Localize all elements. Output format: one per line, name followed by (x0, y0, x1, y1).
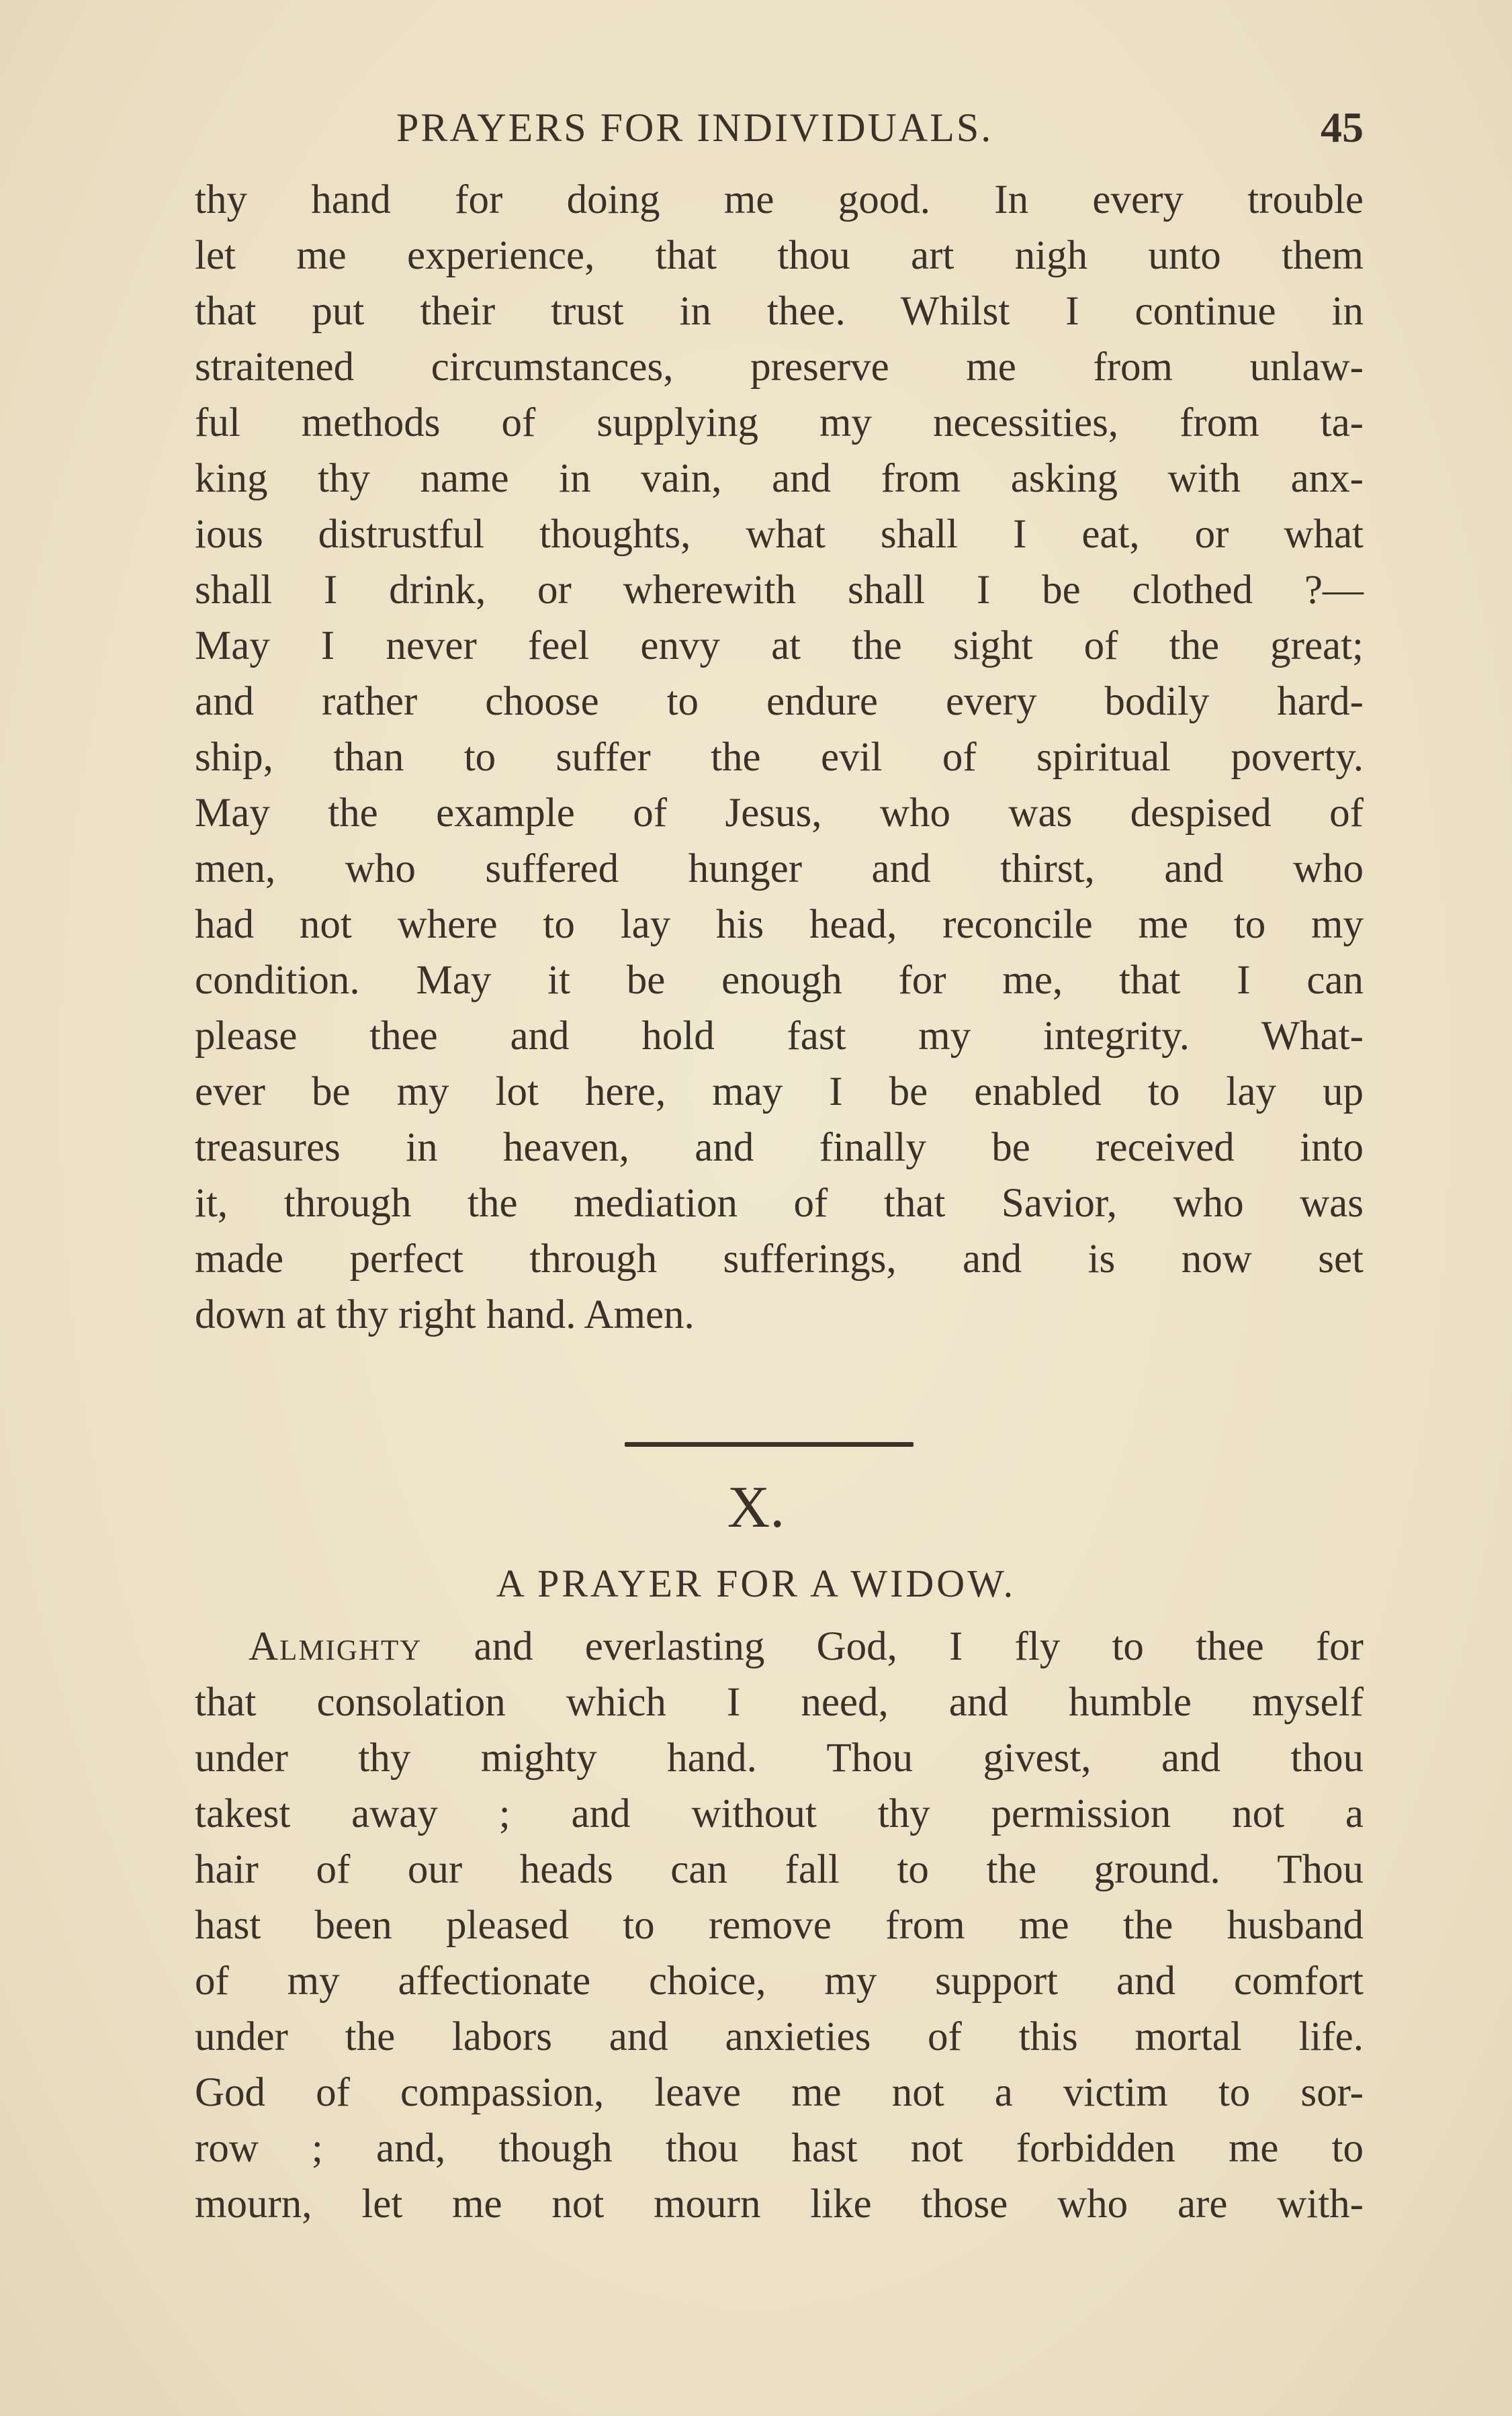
text-line: mourn, let me not mourn like those who are with- (195, 2182, 1364, 2227)
text-line: made perfect through sufferings, and is now set (195, 1237, 1364, 1282)
text-line: and rather choose to endure every bodily hard- (195, 679, 1364, 724)
text-line: please thee and hold fast my integrity. What- (195, 1014, 1364, 1059)
text-line: down at thy right hand. Amen. (195, 1292, 695, 1337)
text-line: May the example of Jesus, who was despised of (195, 791, 1364, 836)
text-line: ious distrustful thoughts, what shall I eat, or what (195, 512, 1364, 557)
text-line-first (249, 1620, 1364, 1674)
text-line: takest away ; and without thy permission not a (195, 1791, 1364, 1836)
text-line: thy hand for doing me good. In every trouble (195, 177, 1364, 222)
text-line: ever be my lot here, may I be enabled to lay up (195, 1069, 1364, 1114)
text-line: ful methods of supplying my necessities, from ta- (195, 400, 1364, 445)
text-line: row ; and, though thou hast not forbidden me to (195, 2126, 1364, 2171)
running-head (195, 101, 1364, 154)
text-line: of my affectionate choice, my support and comfort (195, 1959, 1364, 2004)
text-line: May I never feel envy at the sight of the great; (195, 623, 1364, 668)
text-line: that consolation which I need, and humble myself (195, 1680, 1364, 1725)
text-line: hair of our heads can fall to the ground. Thou (195, 1847, 1364, 1892)
section-divider (625, 1442, 914, 1447)
page-number: 45 (1321, 103, 1364, 151)
text-line: shall I drink, or wherewith shall I be clothed ?— (195, 568, 1364, 613)
text-line: God of compassion, leave me not a victim to sor- (195, 2070, 1364, 2115)
text-line: let me experience, that thou art nigh unto them (195, 233, 1364, 278)
text-line: under thy mighty hand. Thou givest, and thou (195, 1736, 1364, 1781)
drop-word: Almighty (249, 1624, 423, 1669)
text-line: condition. May it be enough for me, that I can (195, 958, 1364, 1003)
first-line-rest: and everlasting God, I fly to thee for (422, 1624, 1364, 1669)
text-line: under the labors and anxieties of this mortal life. (195, 2014, 1364, 2059)
text-line: that put their trust in thee. Whilst I continue in (195, 289, 1364, 334)
section-title: A PRAYER FOR A WIDOW. (496, 1562, 1016, 1605)
text-line: it, through the mediation of that Savior, who was (195, 1181, 1364, 1226)
text-line: straitened circumstances, preserve me from unlaw- (195, 345, 1364, 390)
text-line: king thy name in vain, and from asking with anx- (195, 456, 1364, 501)
text-line: men, who suffered hunger and thirst, and who (195, 846, 1364, 891)
text-line: had not where to lay his head, reconcile me to my (195, 902, 1364, 947)
text-line: hast been pleased to remove from me the husband (195, 1903, 1364, 1948)
text-line: ship, than to suffer the evil of spiritual poverty. (195, 735, 1364, 780)
running-title: PRAYERS FOR INDIVIDUALS. (396, 105, 993, 150)
section-number: X. (727, 1475, 785, 1540)
text-line: treasures in heaven, and finally be received into (195, 1125, 1364, 1170)
